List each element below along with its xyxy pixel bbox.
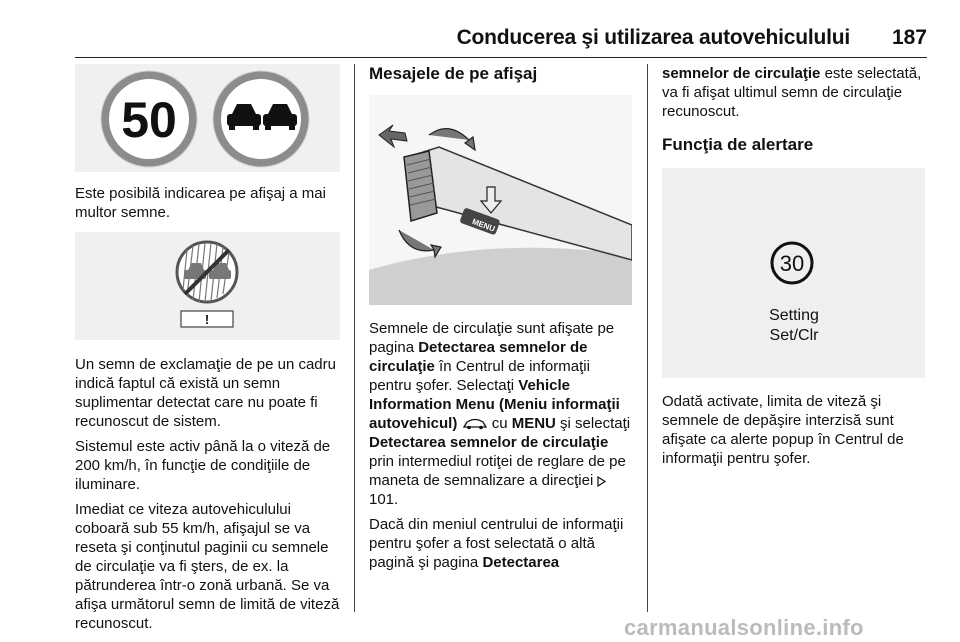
text-run: cu bbox=[487, 415, 512, 432]
paragraph-exclamation: Un semn de exclamaţie de pe un cadru indică faptul că există un semn suplimentar detectat care nu poate fi recunoscut de sistem. bbox=[75, 356, 336, 430]
text-run: este selectată, va fi afişat ultimul semn de circulaţie recunoscut. bbox=[662, 65, 922, 120]
stalk-illustration bbox=[369, 95, 632, 305]
header-rule bbox=[75, 57, 927, 58]
bold-run: Detectarea semnelor de circulaţie bbox=[369, 339, 588, 375]
bold-run: semnelor de circulaţie bbox=[662, 65, 821, 82]
bold-run: Detectarea semnelor de circulaţie bbox=[369, 434, 609, 451]
alert-popup-figure bbox=[662, 168, 925, 378]
paragraph-multiple-signs: Este posibilă indicarea pe afişaj a mai multor semne. bbox=[75, 185, 326, 221]
paragraph-continued bbox=[662, 64, 927, 121]
alert-display-illustration bbox=[662, 168, 925, 378]
paragraph-reset: Imediat ce viteza autovehiculului coboară sub 55 km/h, afişajul se va reseta şi conţinutul paginii cu semnele de circulaţie va fi şters, de ex. la pătrunderea într-o zonă urbană. Se va afişa următorul semn de limită de viteză recunoscut. bbox=[75, 501, 340, 632]
text-run: Semnele de circulaţie sunt afişate pe pagina bbox=[369, 320, 615, 356]
page-title: Conducerea şi utilizarea autovehiculului bbox=[456, 26, 850, 49]
car-menu-icon bbox=[462, 418, 488, 430]
paragraph-active-speed: Sistemul este activ până la o viteză de 200 km/h, în funcţie de condiţiile de iluminare. bbox=[75, 438, 331, 493]
page-reference: 101 bbox=[369, 491, 395, 508]
column-divider-2 bbox=[647, 64, 648, 612]
bold-run: Detectarea bbox=[482, 554, 560, 571]
bold-run: Vehicle Information Menu (Meniu informaţii autovehicul) bbox=[369, 377, 620, 432]
menu-button-label: MENU bbox=[470, 217, 497, 234]
alert-setting-label: Setting bbox=[769, 307, 819, 324]
paragraph-other-page bbox=[369, 515, 635, 572]
page-number: 187 bbox=[891, 26, 927, 49]
speed-limit-number: 50 bbox=[121, 92, 177, 148]
traffic-signs-figure bbox=[75, 64, 340, 172]
column-right bbox=[662, 64, 927, 474]
text-run: . bbox=[394, 491, 399, 508]
stalk-control-figure bbox=[369, 95, 632, 305]
section-heading-alert: Funcţia de alertare bbox=[662, 135, 814, 154]
column-middle bbox=[369, 64, 635, 578]
text-run: prin intermediul rotiţei de reglare de pe maneta de semnalizare a direcţiei bbox=[369, 453, 626, 489]
text-run: Dacă din meniul centrului de informaţii pentru şofer a fost selectată o altă pagină şi pagina bbox=[369, 516, 624, 571]
signs-illustration bbox=[75, 64, 340, 172]
watermark: carmanualsonline.info bbox=[624, 615, 864, 640]
exclamation-mark: ! bbox=[204, 312, 210, 327]
text-run: şi selectaţi bbox=[555, 415, 631, 432]
paragraph-alert-popup: Odată activate, limita de viteză şi semnele de depăşire interzisă sunt afişate ca alerte popup în Centrul de informaţii pentru şofer. bbox=[662, 393, 904, 467]
column-divider-1 bbox=[354, 64, 355, 612]
alert-setclr-label: Set/Clr bbox=[769, 327, 819, 344]
paragraph-display-pages bbox=[369, 319, 635, 509]
end-no-overtaking-illustration bbox=[75, 232, 340, 340]
column-left bbox=[75, 64, 340, 639]
section-heading-messages: Mesajele de pe afişaj bbox=[369, 64, 538, 83]
page-reference-arrow-icon bbox=[597, 476, 606, 487]
bold-run: MENU bbox=[511, 415, 556, 432]
text-run: în Centrul de informaţii pentru şofer. Selectaţi bbox=[369, 358, 590, 394]
end-no-overtaking-figure bbox=[75, 232, 340, 340]
alert-speed-number: 30 bbox=[779, 251, 805, 276]
page-header bbox=[0, 0, 960, 58]
